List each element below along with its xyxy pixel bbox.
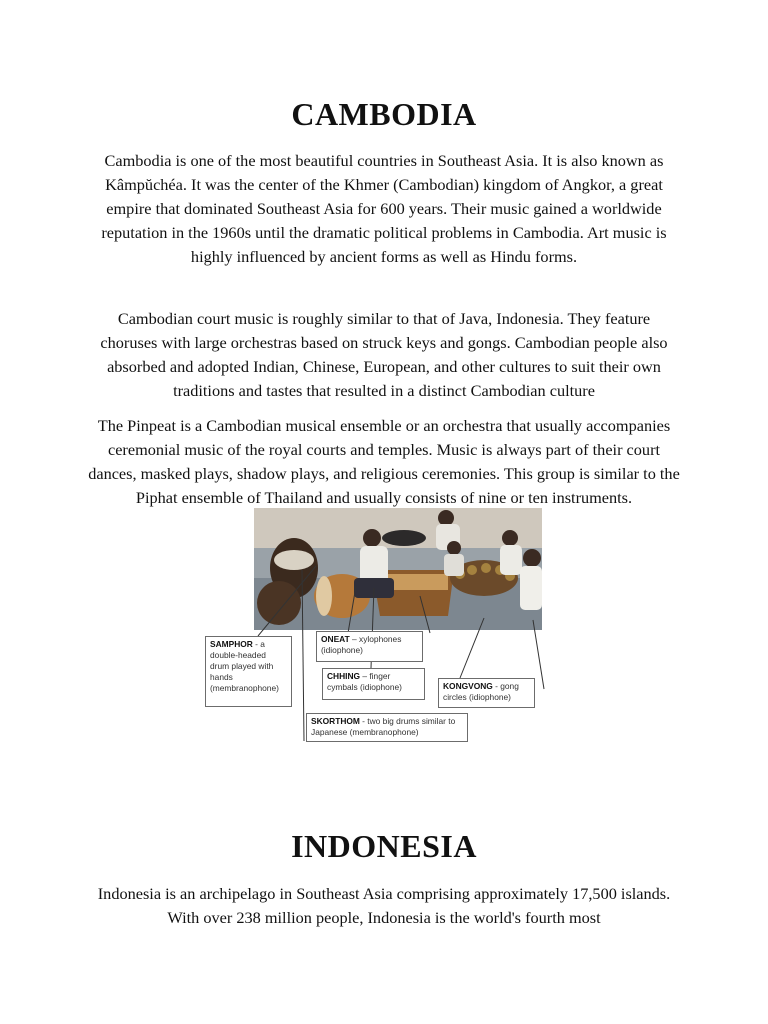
pinpeat-figure (198, 508, 550, 744)
cambodia-paragraph-1: Cambodia is one of the most beautiful countries in Southeast Asia. It is also known as Kâmpŭchéa. It was the center of the Khmer (Cambodian) kingdom of Angkor, a great empire that dominated Southeast Asia for 600 years. Their music gained a worldwide reputation in the 1960s until the dramatic political problems in Cambodia. Art music is highly influenced by ancient forms as well as Hindu forms. (101, 151, 667, 266)
skorthom-label: SKORTHOM (311, 716, 360, 726)
samphor-label: SAMPHOR (210, 639, 253, 649)
kongvong-description: - gong circles (idiophone) (443, 681, 519, 702)
indonesia-paragraph-1: Indonesia is an archipelago in Southeast Asia comprising approximately 17,500 islands. With over 238 million people, Indonesia is the world's fourth most (97, 884, 671, 927)
cambodia-paragraph-2: Cambodian court music is roughly similar to that of Java, Indonesia. They feature choruses with large orchestras based on struck keys and gongs. Cambodian people also absorbed and adopted Indian, Chinese, European, and other cultures to suit their own traditions and tastes that resulted in a distinct Cambodian culture (100, 309, 668, 400)
chhing-callout (322, 668, 425, 700)
cambodia-paragraph-3: The Pinpeat is a Cambodian musical ensemble or an orchestra that usually accompanies ceremonial music of the royal courts and temples. Music is always part of their court dances, masked plays, shadow plays, and religious ceremonies. This group is similar to the Piphat ensemble of Thailand and usually consists of nine or ten instruments. (88, 416, 680, 507)
oneat-label: ONEAT (321, 634, 350, 644)
samphor-callout (205, 636, 292, 707)
chhing-description: – finger cymbals (idiophone) (327, 671, 402, 692)
indonesia-heading: INDONESIA (291, 828, 477, 864)
samphor-description: - a double-headed drum played with hands (membranophone) (210, 639, 279, 693)
pinpeat-ensemble-photo (254, 508, 542, 630)
kongvong-callout (438, 678, 535, 708)
oneat-callout (316, 631, 423, 662)
kongvong-label: KONGVONG (443, 681, 493, 691)
oneat-description: – xylophones (idiophone) (321, 634, 402, 655)
cambodia-heading: CAMBODIA (291, 96, 477, 132)
chhing-label: CHHING (327, 671, 361, 681)
skorthom-description: - two big drums similar to Japanese (membranophone) (311, 716, 456, 737)
skorthom-callout (306, 713, 468, 742)
